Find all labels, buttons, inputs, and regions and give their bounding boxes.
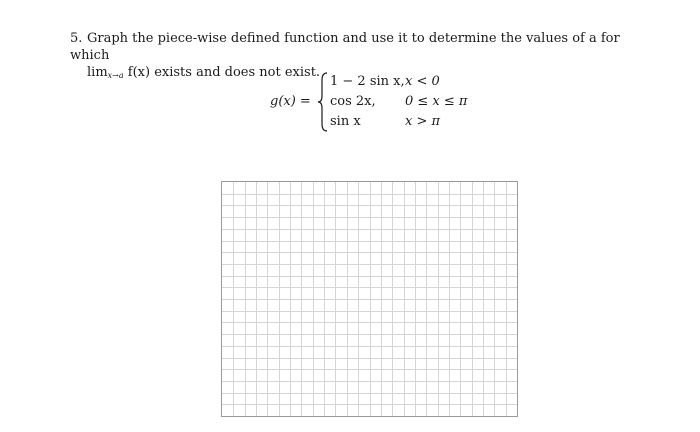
problem-number: 5.: [70, 31, 83, 46]
case-condition: x < 0: [405, 74, 440, 89]
problem-text: Graph the piece-wise defined function and use it to determine the values of a for which: [70, 31, 620, 63]
case-condition: x > π: [405, 114, 441, 129]
graph-grid[interactable]: [221, 181, 518, 417]
case-expression: cos 2x,: [330, 94, 376, 109]
limit-symbol: lim: [87, 65, 108, 80]
problem-line-1: [70, 30, 660, 64]
case-expression: sin x: [330, 114, 361, 129]
limit-subscript: x→a: [107, 71, 124, 80]
case-expression: 1 − 2 sin x,: [330, 74, 405, 89]
function-name: g(x) =: [270, 94, 311, 109]
grid-lines: [222, 182, 517, 416]
case-condition: 0 ≤ x ≤ π: [405, 94, 468, 109]
left-brace-icon: [317, 72, 329, 132]
limit-text: f(x) exists and does not exist.: [123, 65, 321, 80]
